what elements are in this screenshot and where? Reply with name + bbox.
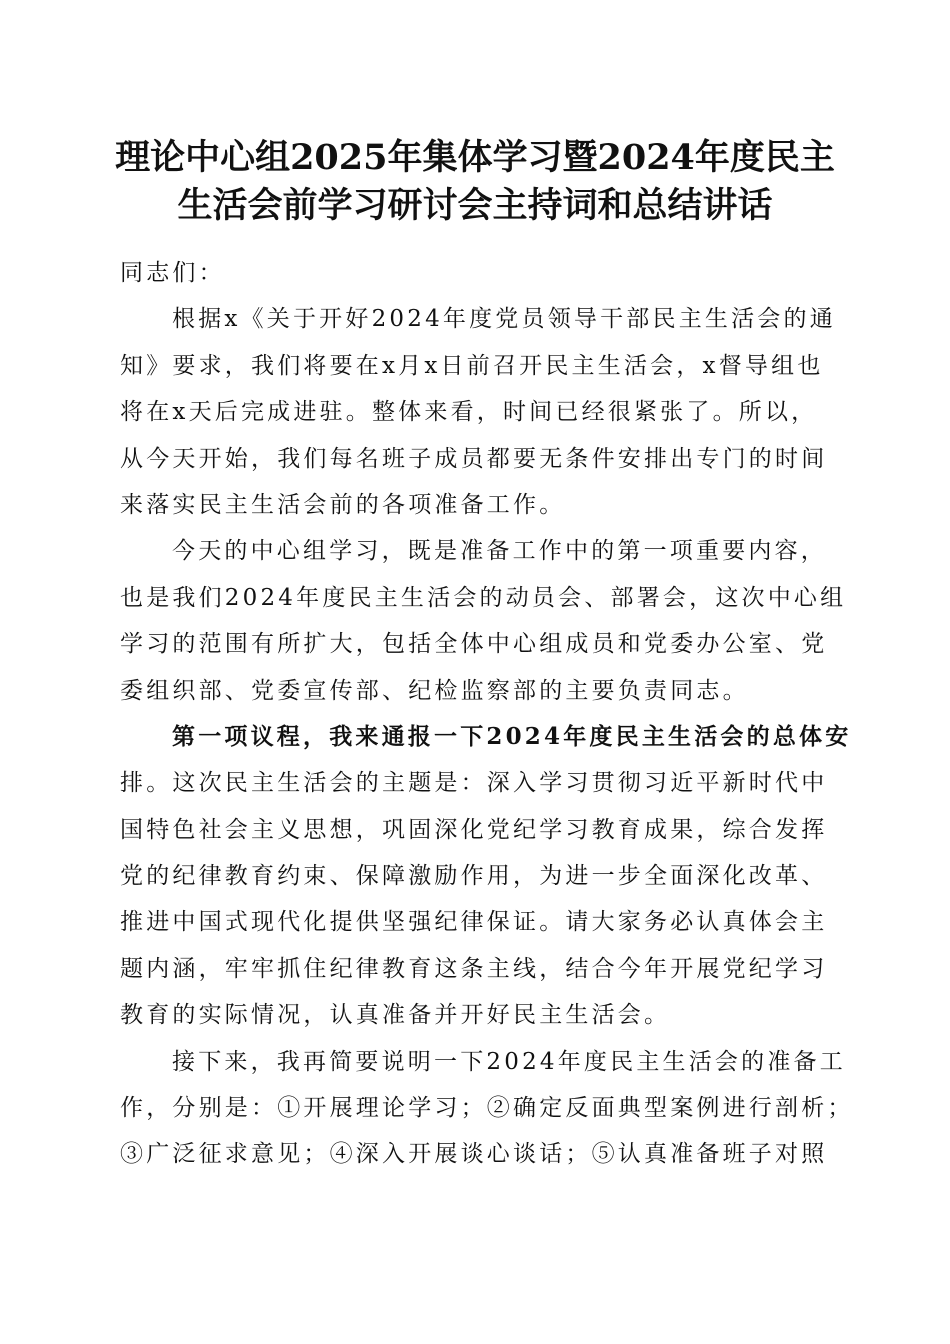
title-line-1: 理论中心组2025年集体学习暨2024年度民主: [115, 137, 835, 178]
paragraph-line: 来落实民主生活会前的各项准备工作。: [120, 491, 566, 518]
paragraph-line: 接下来，我再简要说明一下2024年度民主生活会的准备工: [172, 1048, 846, 1075]
document-body: [120, 250, 854, 1178]
paragraph-line: 推进中国式现代化提供坚强纪律保证。请大家务必认真体会主: [120, 909, 828, 936]
paragraph-lead-bold: 第一项议程，我来通报一下2024年度民主生活会的总体安: [172, 722, 852, 750]
paragraph-line: 题内涵，牢牢抓住纪律教育这条主线，结合今年开展党纪学习: [120, 955, 828, 982]
document-title: [100, 134, 850, 230]
paragraph-line: 教育的实际情况，认真准备并开好民主生活会。: [120, 1002, 671, 1029]
paragraph-line: 委组织部、党委宣传部、纪检监察部的主要负责同志。: [120, 677, 749, 704]
salutation: 同志们：: [120, 260, 225, 286]
paragraph-line: 国特色社会主义思想，巩固深化党纪学习教育成果，综合发挥: [120, 816, 828, 843]
paragraph-line: 今天的中心组学习，既是准备工作中的第一项重要内容，: [172, 538, 827, 565]
paragraph-line: 排。这次民主生活会的主题是：深入学习贯彻习近平新时代中: [120, 770, 828, 797]
paragraph-line: 根据x《关于开好2024年度党员领导干部民主生活会的通: [172, 306, 836, 333]
paragraph-line: ③广泛征求意见；④深入开展谈心谈话；⑤认真准备班子对照: [120, 1141, 828, 1168]
paragraph-4: [120, 1039, 854, 1178]
paragraph-line: 也是我们2024年度民主生活会的动员会、部署会，这次中心组: [120, 584, 847, 611]
paragraph-line: 将在x天后完成进驻。整体来看，时间已经很紧张了。所以，: [120, 399, 818, 426]
paragraph-line: 学习的范围有所扩大，包括全体中心组成员和党委办公室、党: [120, 631, 828, 658]
paragraph-line: 作，分别是：①开展理论学习；②确定反面典型案例进行剖析；: [120, 1095, 854, 1122]
paragraph-3: [120, 714, 852, 1039]
paragraph-2: [120, 528, 847, 714]
paragraph-line: 从今天开始，我们每名班子成员都要无条件安排出专门的时间: [120, 445, 828, 472]
paragraph-line: 知》要求，我们将要在x月x日前召开民主生活会，x督导组也: [120, 352, 824, 379]
paragraph-line: 党的纪律教育约束、保障激励作用，为进一步全面深化改革、: [120, 863, 828, 890]
title-line-2: 生活会前学习研讨会主持词和总结讲话: [177, 185, 773, 226]
paragraph-1: [120, 296, 834, 528]
